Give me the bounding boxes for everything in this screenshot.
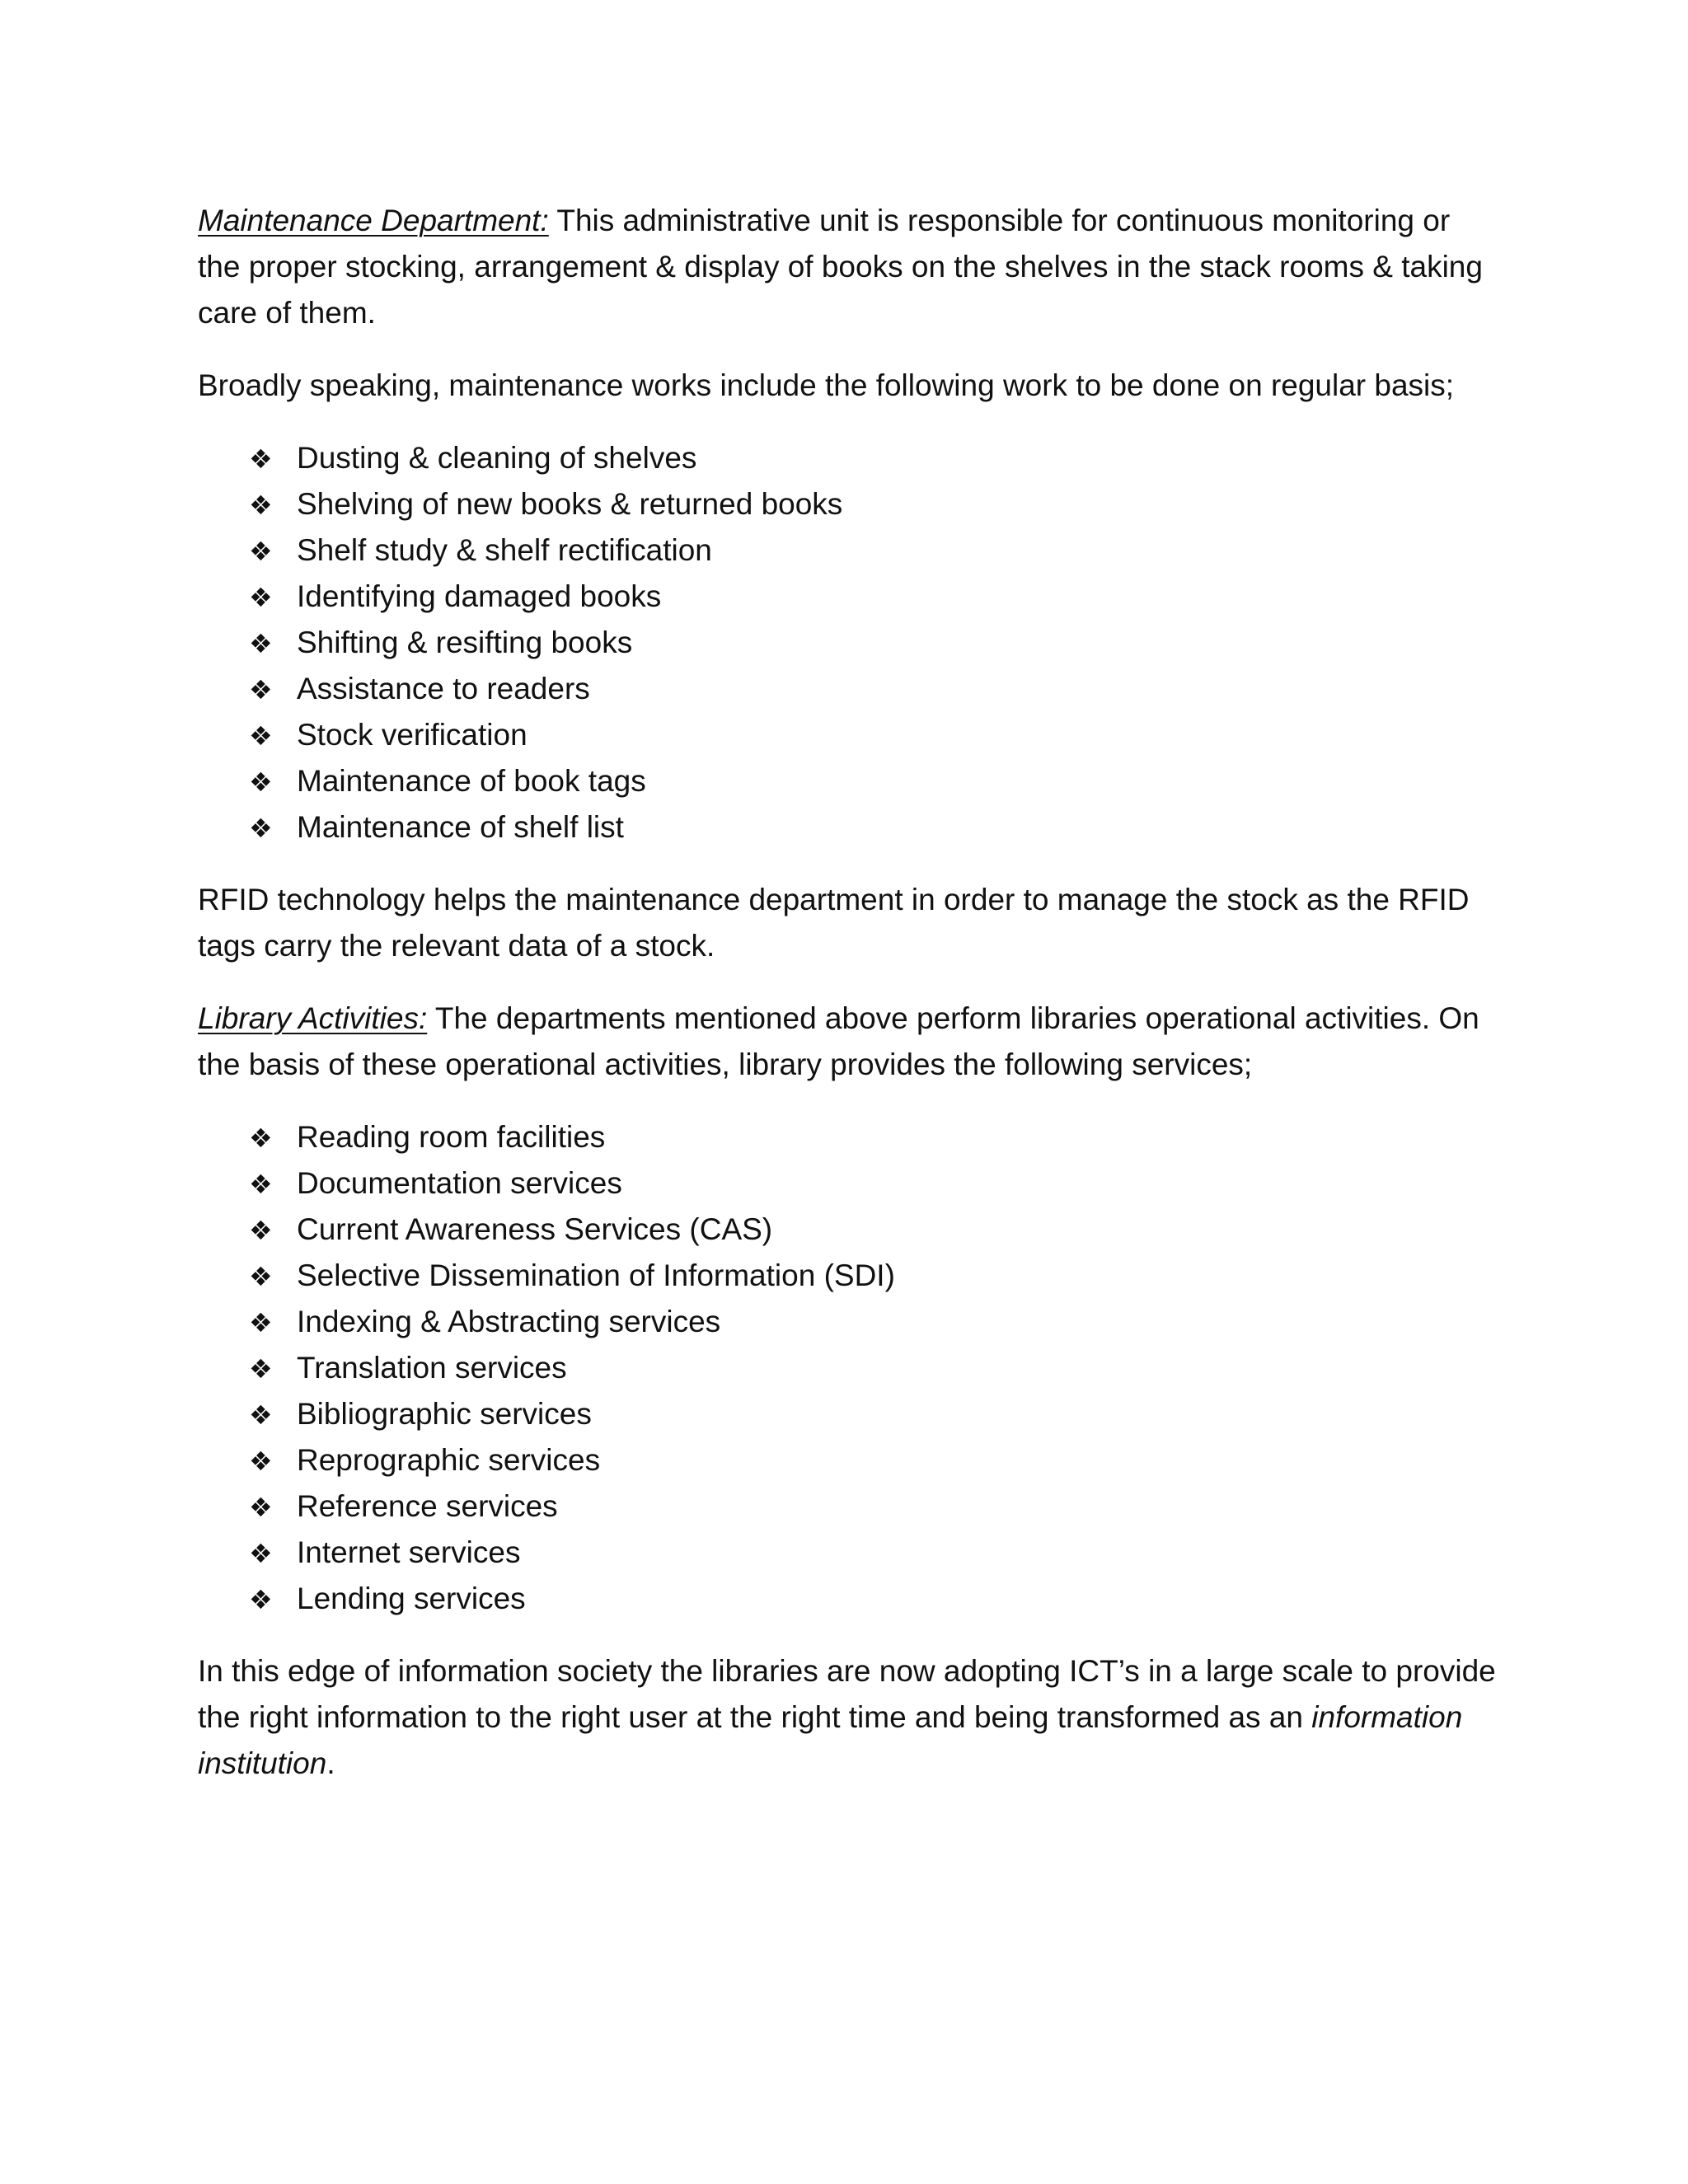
list-item	[249, 758, 1500, 804]
list-item	[249, 1530, 1500, 1576]
diamond-bullet-icon: ❖	[249, 720, 273, 752]
list-item-text: Maintenance of shelf list	[297, 810, 624, 844]
diamond-bullet-icon: ❖	[249, 582, 273, 613]
list-item-text: Reading room facilities	[297, 1120, 606, 1154]
list-item-text: Bibliographic services	[297, 1397, 592, 1431]
diamond-bullet-icon: ❖	[249, 536, 273, 567]
list-item	[249, 1437, 1500, 1483]
closing-paragraph	[198, 1648, 1500, 1787]
diamond-bullet-icon: ❖	[249, 1261, 273, 1292]
diamond-bullet-icon: ❖	[249, 1122, 273, 1154]
list-item-text: Identifying damaged books	[297, 579, 662, 613]
diamond-bullet-icon: ❖	[249, 1399, 273, 1431]
list-item-text: Dusting & cleaning of shelves	[297, 441, 697, 475]
activities-heading: Library Activities:	[198, 1001, 428, 1035]
diamond-bullet-icon: ❖	[249, 1307, 273, 1338]
list-item	[249, 1299, 1500, 1345]
list-item-text: Internet services	[297, 1535, 521, 1569]
list-item	[249, 712, 1500, 758]
list-item-text: Maintenance of book tags	[297, 764, 646, 798]
maintenance-works-list	[198, 435, 1500, 851]
list-item	[249, 620, 1500, 666]
list-item	[249, 1207, 1500, 1253]
list-item	[249, 1391, 1500, 1437]
closing-end: .	[326, 1746, 335, 1780]
list-item	[249, 1160, 1500, 1207]
list-item-text: Translation services	[297, 1351, 567, 1385]
list-item	[249, 666, 1500, 712]
list-item	[249, 435, 1500, 481]
diamond-bullet-icon: ❖	[249, 490, 273, 521]
diamond-bullet-icon: ❖	[249, 1446, 273, 1477]
diamond-bullet-icon: ❖	[249, 1584, 273, 1615]
list-item	[249, 1114, 1500, 1160]
closing-text: In this edge of information society the libraries are now adopting ICT’s in a large scale to provide the right information to the right user at the right time and being transformed as an	[198, 1654, 1496, 1734]
diamond-bullet-icon: ❖	[249, 628, 273, 659]
list-item-text: Shelving of new books & returned books	[297, 487, 843, 521]
list-item-text: Reference services	[297, 1489, 558, 1523]
list-item-text: Current Awareness Services (CAS)	[297, 1212, 773, 1246]
diamond-bullet-icon: ❖	[249, 766, 273, 798]
list-item-text: Shifting & resifting books	[297, 626, 633, 659]
diamond-bullet-icon: ❖	[249, 1169, 273, 1200]
rfid-paragraph: RFID technology helps the maintenance department in order to manage the stock as the RFID tags carry the relevant data of a stock.	[198, 883, 1470, 963]
list-item	[249, 1253, 1500, 1299]
list-item	[249, 527, 1500, 574]
document-page	[198, 198, 1500, 1813]
list-item-text: Stock verification	[297, 718, 528, 752]
diamond-bullet-icon: ❖	[249, 1492, 273, 1523]
list-item	[249, 481, 1500, 527]
list-item	[249, 1345, 1500, 1391]
maintenance-text: This administrative unit is responsible for continuous monitoring or the proper stocking, arrangement & display of books on the shelves in the stack rooms & taking care of them.	[198, 204, 1483, 330]
list-item	[249, 1576, 1500, 1622]
list-item-text: Shelf study & shelf rectification	[297, 533, 712, 567]
diamond-bullet-icon: ❖	[249, 1353, 273, 1385]
services-list	[198, 1114, 1500, 1622]
closing-emphasis: information institution	[198, 1700, 1463, 1780]
maintenance-paragraph	[198, 198, 1500, 336]
maintenance-heading: Maintenance Department:	[198, 204, 549, 237]
list-item-text: Lending services	[297, 1582, 526, 1615]
activities-paragraph	[198, 996, 1500, 1088]
list-item	[249, 804, 1500, 851]
diamond-bullet-icon: ❖	[249, 1215, 273, 1246]
list-item-text: Reprographic services	[297, 1443, 601, 1477]
diamond-bullet-icon: ❖	[249, 443, 273, 475]
list-item-text: Documentation services	[297, 1166, 622, 1200]
activities-text: The departments mentioned above perform libraries operational activities. On the basis of these operational activities, library provides the following services;	[198, 1001, 1479, 1081]
works-intro: Broadly speaking, maintenance works include the following work to be done on regular basis;	[198, 368, 1455, 402]
list-item-text: Selective Dissemination of Information (SDI)	[297, 1258, 895, 1292]
list-item-text: Assistance to readers	[297, 672, 590, 705]
diamond-bullet-icon: ❖	[249, 813, 273, 844]
diamond-bullet-icon: ❖	[249, 1538, 273, 1569]
list-item-text: Indexing & Abstracting services	[297, 1305, 721, 1338]
list-item	[249, 574, 1500, 620]
list-item	[249, 1483, 1500, 1530]
diamond-bullet-icon: ❖	[249, 674, 273, 705]
